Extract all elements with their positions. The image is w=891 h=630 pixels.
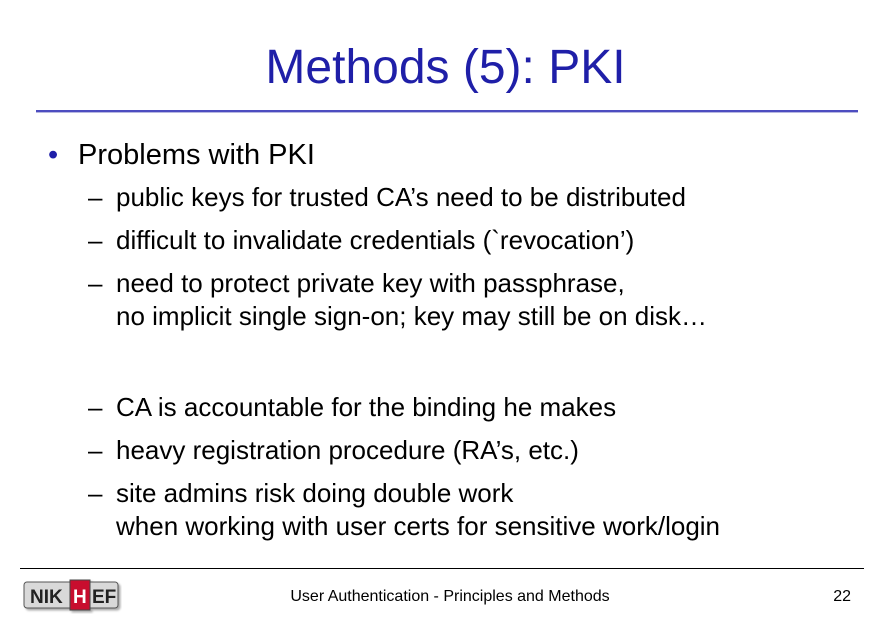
sub-item-text: site admins risk doing double work <box>116 478 514 508</box>
footer-divider <box>20 568 864 569</box>
sub-item-text: public keys for trusted CA’s need to be distributed <box>116 182 686 212</box>
sub-item-text: heavy registration procedure (RA’s, etc.) <box>116 435 579 465</box>
sub-item-text: CA is accountable for the binding he makes <box>116 392 617 422</box>
page-number: 22 <box>833 588 851 605</box>
svg-text:H: H <box>73 587 87 608</box>
sub-item-text: difficult to invalidate credentials (`revocation’) <box>116 225 635 255</box>
sub-item-4 <box>88 391 616 424</box>
sub-item-text-continued: no implicit single sign-on; key may still be on disk… <box>116 301 708 331</box>
dash-icon: – <box>88 478 103 508</box>
title-divider-shadow <box>36 112 858 113</box>
main-bullet-text: Problems with PKI <box>78 139 315 171</box>
sub-item-1 <box>88 181 686 214</box>
sub-item-6 <box>88 477 720 543</box>
main-bullet <box>48 136 315 174</box>
dash-icon: – <box>88 435 103 465</box>
dash-icon: – <box>88 225 103 255</box>
svg-text:NIK: NIK <box>30 587 63 608</box>
svg-text:EF: EF <box>92 587 117 608</box>
sub-item-3 <box>88 267 707 333</box>
dash-icon: – <box>88 392 103 422</box>
sub-item-5 <box>88 434 579 467</box>
footer-title: User Authentication - Principles and Methods <box>290 588 610 605</box>
sub-item-2 <box>88 224 634 257</box>
dash-icon: – <box>88 268 103 298</box>
dash-icon: – <box>88 182 103 212</box>
sub-item-text-continued: when working with user certs for sensitive work/login <box>116 511 721 541</box>
bullet-icon: • <box>48 139 59 171</box>
sub-item-text: need to protect private key with passphrase, <box>116 268 625 298</box>
slide-title: Methods (5): PKI <box>265 41 626 94</box>
